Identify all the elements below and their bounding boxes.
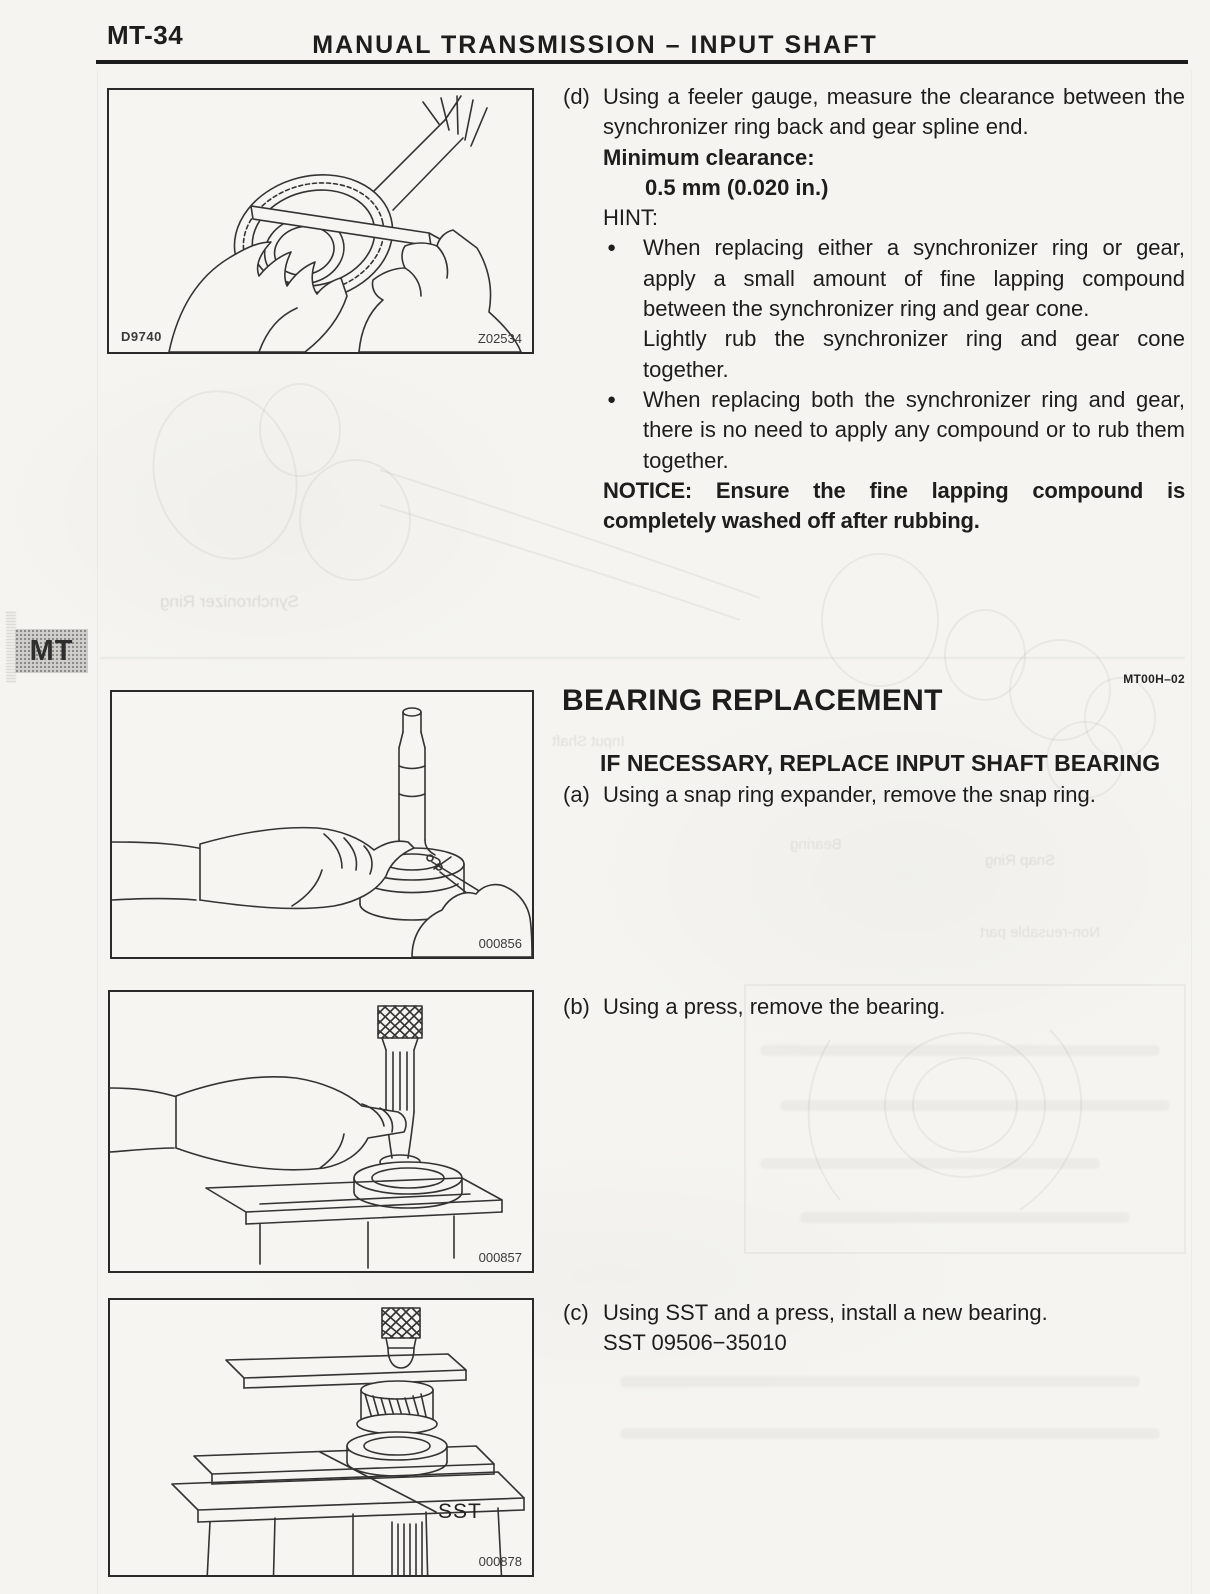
figure-code: D9740 — [121, 329, 162, 344]
ghost-text-bearing: Bearing — [790, 836, 842, 853]
scan-artifact-line — [1191, 70, 1192, 1594]
header-rule — [96, 60, 1188, 64]
step-a-block — [563, 780, 1185, 810]
ghost-paragraph-line — [800, 1212, 1130, 1223]
step-b-text: Using a press, remove the bearing. — [603, 994, 946, 1019]
step-b-block — [563, 992, 1185, 1022]
figure-code: 000878 — [478, 1554, 522, 1569]
section-heading: BEARING REPLACEMENT — [562, 684, 943, 717]
step-c-sst: SST 09506−35010 — [603, 1330, 787, 1356]
step-c-block — [563, 1298, 1185, 1359]
figure-bearing-removal — [108, 990, 534, 1273]
page-title: MANUAL TRANSMISSION – INPUT SHAFT — [312, 31, 878, 59]
step-a — [563, 780, 1185, 810]
step-d-text: Using a feeler gauge, measure the clearance between the synchronizer ring back and gear spline end. — [603, 84, 1185, 140]
step-b — [563, 992, 1185, 1022]
figure-code: 000857 — [478, 1250, 522, 1265]
figure-feeler-gauge — [107, 88, 534, 354]
page-number: MT-34 — [107, 20, 184, 50]
press-remove-illustration — [110, 992, 532, 1271]
notice-text: NOTICE: Ensure the fine lapping compound is completely washed off after rubbing. — [603, 477, 1185, 534]
step-d — [563, 82, 1185, 143]
ghost-text-synchronizer-ring: Synchronizer Ring — [160, 592, 299, 611]
bullet-icon: ● — [607, 239, 617, 257]
hint-bullet-1-text: When replacing either a synchronizer ring or gear, apply a small amount of fine lapping compound between the synchronizer ring and gear cone. — [643, 235, 1185, 322]
feeler-gauge-illustration — [109, 90, 532, 352]
section-subheading: IF NECESSARY, REPLACE INPUT SHAFT BEARING — [600, 750, 1161, 776]
step-d-label: (d) — [563, 84, 590, 109]
ghost-paragraph-line — [760, 1158, 1100, 1169]
figure-code: Z02534 — [477, 331, 522, 346]
ghost-text-input-shaft: Input Shaft — [552, 733, 625, 750]
hint-bullet-1 — [563, 233, 1185, 324]
hint-label: HINT: — [603, 205, 658, 231]
snap-ring-illustration — [112, 692, 532, 957]
ghost-paragraph-line — [620, 1376, 1140, 1387]
section-tab-mt: MT — [15, 629, 88, 673]
ghost-text-non-reusable: Non-reusable part — [980, 924, 1101, 941]
ghost-paragraph-line — [620, 1428, 1160, 1439]
step-d-block — [563, 82, 1185, 536]
figure-code: 000856 — [478, 936, 522, 951]
figure-bearing-install — [108, 1298, 534, 1577]
section-ref-code: MT00H–02 — [1123, 672, 1185, 686]
step-c-label: (c) — [563, 1300, 589, 1325]
scan-artifact-line — [100, 657, 1185, 659]
hint-bullet-1-extra-text: Lightly rub the synchronizer ring and gear cone together. — [643, 326, 1185, 382]
step-c-text: Using SST and a press, install a new bearing. — [603, 1300, 1048, 1325]
figure-snap-ring-removal — [110, 690, 534, 959]
spec-title: Minimum clearance: — [603, 144, 815, 170]
sst-callout-label: SST — [438, 1500, 482, 1523]
hint-bullet-1-extra — [563, 324, 1185, 385]
ghost-paragraph-line — [760, 1045, 1160, 1056]
ghost-text-snap-ring: Snap Ring — [985, 852, 1056, 869]
step-c — [563, 1298, 1185, 1328]
bullet-icon: ● — [607, 390, 617, 408]
ghost-paragraph-line — [780, 1100, 1170, 1111]
step-a-text: Using a snap ring expander, remove the snap ring. — [603, 782, 1096, 807]
press-install-illustration — [110, 1300, 532, 1575]
step-a-label: (a) — [563, 782, 590, 807]
hint-bullet-2 — [563, 385, 1185, 476]
scan-artifact-line — [97, 70, 98, 1594]
hint-bullet-2-text: When replacing both the synchronizer ring and gear, there is no need to apply any compound or to rub them together. — [643, 386, 1185, 473]
step-b-label: (b) — [563, 994, 590, 1019]
spec-value: 0.5 mm (0.020 in.) — [645, 174, 829, 200]
